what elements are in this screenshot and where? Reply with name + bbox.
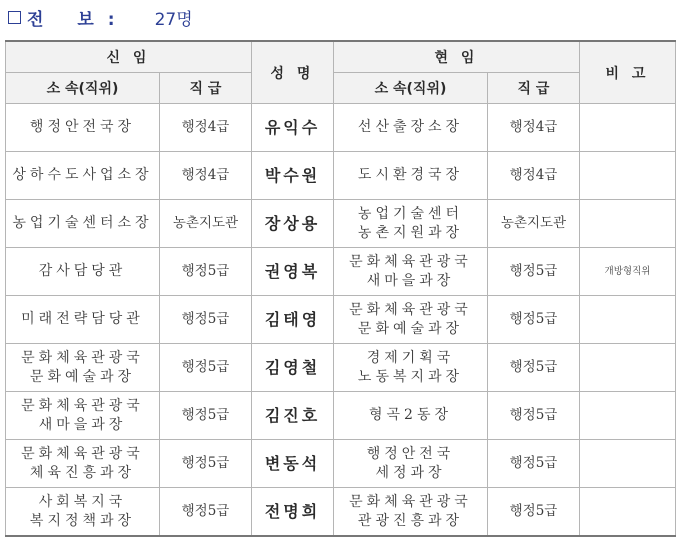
new-dept-cell: 사회복지국 복지정책과장 [6,488,160,537]
current-dept-cell: 문화체육관광국 문화예술과장 [334,296,488,344]
header-name: 성 명 [252,41,334,104]
section-header [8,4,193,30]
current-grade-cell: 농촌지도관 [488,200,580,248]
header-new-position: 신 임 [6,41,252,73]
header-current-grade: 직 급 [488,73,580,104]
header-current-position: 현 임 [334,41,580,73]
new-dept-cell: 상하수도사업소장 [6,152,160,200]
new-grade-cell: 농촌지도관 [160,200,252,248]
current-grade-cell: 행정5급 [488,248,580,296]
current-dept-cell: 문화체육관광국 관광진흥과장 [334,488,488,537]
current-grade-cell: 행정4급 [488,104,580,152]
new-grade-cell: 행정5급 [160,296,252,344]
current-dept-cell: 도시환경국장 [334,152,488,200]
new-dept-cell: 감사담당관 [6,248,160,296]
table-row [6,296,676,344]
current-grade-cell: 행정5급 [488,296,580,344]
new-grade-cell: 행정5급 [160,440,252,488]
new-dept-cell: 문화체육관광국 체육진흥과장 [6,440,160,488]
current-dept-cell: 경제기획국 노동복지과장 [334,344,488,392]
new-grade-cell: 행정5급 [160,248,252,296]
note-cell [580,488,676,537]
table-row [6,488,676,537]
name-cell: 장상용 [252,200,334,248]
current-grade-cell: 행정5급 [488,440,580,488]
transfer-table [5,40,676,537]
current-grade-cell: 행정5급 [488,344,580,392]
note-cell [580,392,676,440]
new-dept-cell: 행정안전국장 [6,104,160,152]
header-current-dept: 소 속(직위) [334,73,488,104]
table-row [6,344,676,392]
name-cell: 유익수 [252,104,334,152]
new-grade-cell: 행정5급 [160,488,252,537]
name-cell: 권영복 [252,248,334,296]
header-new-grade: 직 급 [160,73,252,104]
table-row [6,440,676,488]
new-dept-cell: 문화체육관광국 새마을과장 [6,392,160,440]
new-dept-cell: 농업기술센터소장 [6,200,160,248]
current-grade-cell: 행정4급 [488,152,580,200]
header-count: 27명 [154,9,193,30]
new-grade-cell: 행정5급 [160,392,252,440]
table-row [6,152,676,200]
note-cell [580,104,676,152]
note-cell [580,200,676,248]
new-dept-cell: 문화체육관광국 문화예술과장 [6,344,160,392]
current-grade-cell: 행정5급 [488,488,580,537]
new-dept-cell: 미래전략담당관 [6,296,160,344]
table-row [6,200,676,248]
new-grade-cell: 행정4급 [160,104,252,152]
current-dept-cell: 선산출장소장 [334,104,488,152]
name-cell: 변동석 [252,440,334,488]
table-row [6,248,676,296]
current-dept-cell: 형곡2동장 [334,392,488,440]
new-grade-cell: 행정5급 [160,344,252,392]
header-note: 비 고 [580,41,676,104]
note-cell: 개방형직위 [580,248,676,296]
note-cell [580,344,676,392]
note-cell [580,296,676,344]
header-title: 전 보: [27,9,129,30]
current-dept-cell: 문화체육관광국 새마을과장 [334,248,488,296]
current-dept-cell: 농업기술센터 농촌지원과장 [334,200,488,248]
name-cell: 박수원 [252,152,334,200]
name-cell: 전명희 [252,488,334,537]
note-cell [580,440,676,488]
name-cell: 김진호 [252,392,334,440]
new-grade-cell: 행정4급 [160,152,252,200]
header-new-dept: 소 속(직위) [6,73,160,104]
checkbox-square-icon [8,11,21,24]
name-cell: 김영철 [252,344,334,392]
current-grade-cell: 행정5급 [488,392,580,440]
table-row [6,392,676,440]
table-row [6,104,676,152]
current-dept-cell: 행정안전국 세정과장 [334,440,488,488]
name-cell: 김태영 [252,296,334,344]
note-cell [580,152,676,200]
